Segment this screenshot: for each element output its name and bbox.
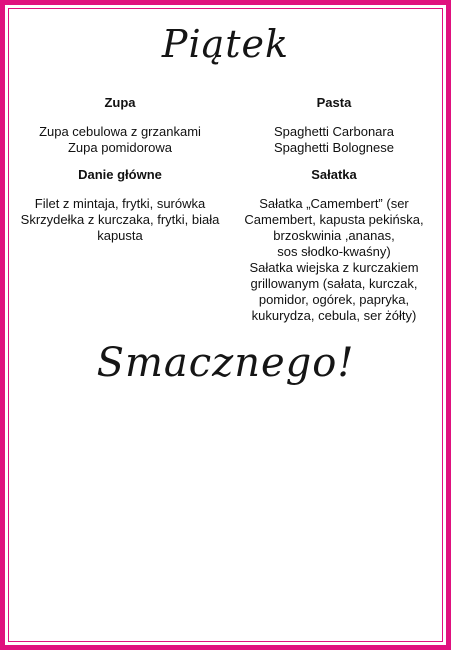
section-items: Zupa cebulowa z grzankami Zupa pomidorowa bbox=[39, 124, 201, 155]
section-heading: Danie główne bbox=[78, 167, 162, 182]
menu-section-main-course bbox=[20, 167, 220, 244]
menu-section-soup bbox=[20, 95, 220, 156]
menu-section-pasta bbox=[234, 95, 434, 156]
section-items: Sałatka „Camembert” (ser Camembert, kapusta pekińska, brzoskwinia ,ananas, sos słodko-kwaśny) Sałatka wiejska z kurczakiem grillowanym (sałata, kurczak, pomidor, ogórek, papryka, kukurydza, cebula, ser żółty) bbox=[244, 196, 424, 323]
menu-section-salad bbox=[234, 167, 434, 324]
section-items: Spaghetti Carbonara Spaghetti Bolognese bbox=[274, 124, 394, 155]
menu-column-right bbox=[234, 95, 434, 335]
section-heading: Pasta bbox=[316, 95, 352, 110]
day-title: Piątek bbox=[161, 22, 290, 66]
section-items: Filet z mintaja, frytki, surówka Skrzydełka z kurczaka, frytki, biała kapusta bbox=[20, 196, 220, 243]
section-heading: Sałatka bbox=[311, 167, 357, 182]
closing-greeting: Smacznego! bbox=[96, 340, 355, 386]
section-heading: Zupa bbox=[104, 95, 136, 110]
menu-column-left bbox=[20, 95, 220, 255]
